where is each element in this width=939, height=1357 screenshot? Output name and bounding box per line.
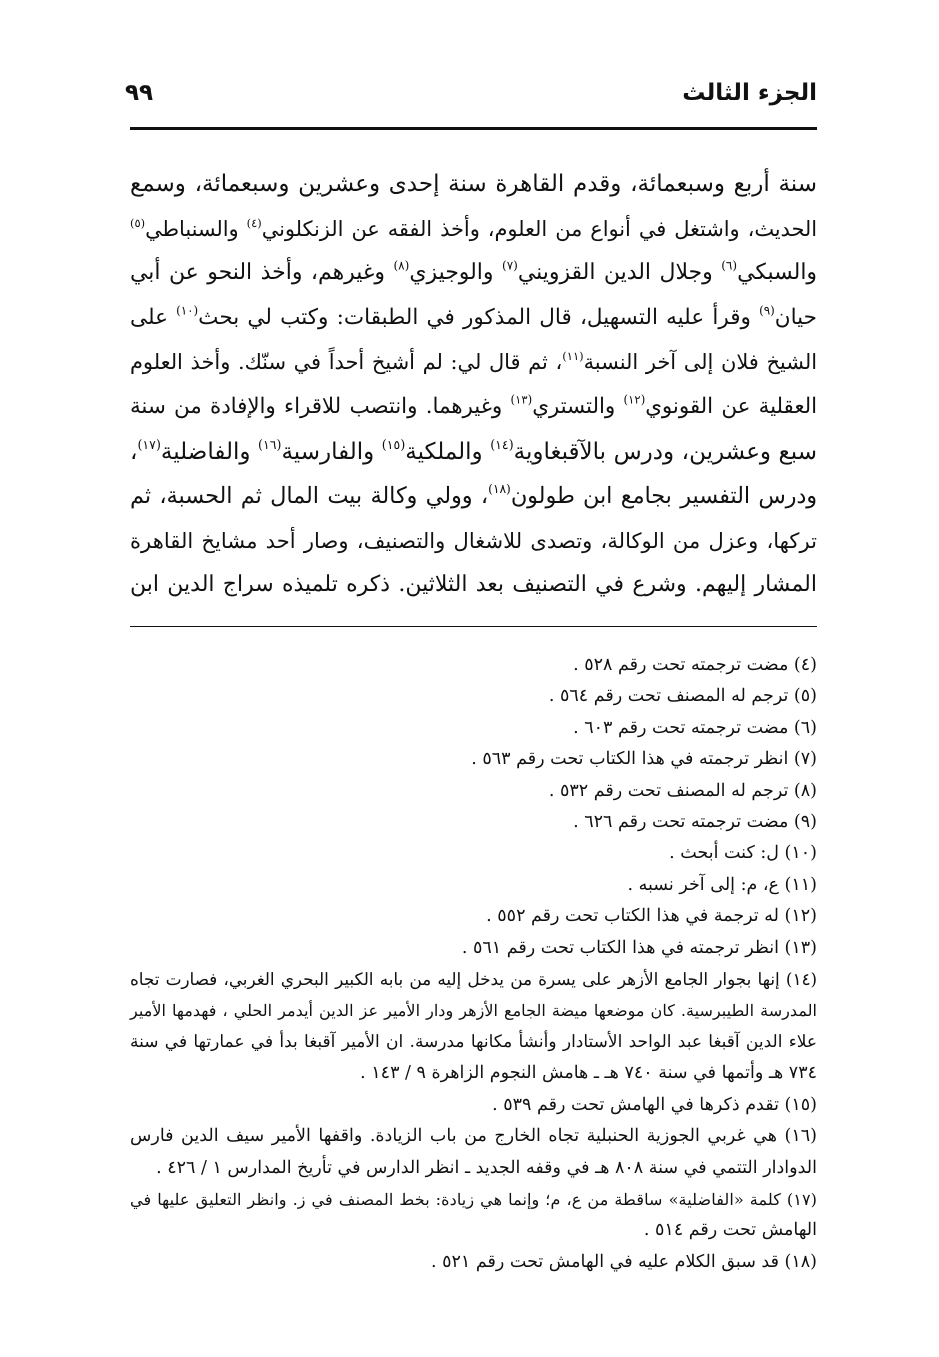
footnote-ref: (٧)	[501, 258, 518, 273]
footnote: (٦) مضت ترجمته تحت رقم ٦٠٣ .	[573, 717, 817, 738]
footnote-ref: (١٤)	[490, 436, 514, 452]
footnote: (١٣) انظر ترجمته في هذا الكتاب تحت رقم ٥٦١ .	[461, 937, 817, 958]
footnote: (١٥) تقدم ذكرها في الهامش تحت رقم ٥٣٩ .	[492, 1094, 817, 1115]
footnote-ref: (٦)	[721, 258, 738, 273]
footnote-continuation: الدوادار التتمي في سنة ٨٠٨ هـ في وقفه الجديد ـ انظر الدارس في تأريخ المدارس ١ / ٤٢٦ .	[156, 1157, 817, 1178]
footnote-ref: (٥)	[130, 215, 146, 230]
footnote-ref: (١٧)	[137, 436, 161, 452]
footnote: (١١) ع، م: إلى آخر نسبه .	[627, 874, 817, 895]
body-line: تركها، وعزل من الوكالة، وتصدى للاشغال والتصنيف، وصار أحد مشايخ القاهرة	[130, 527, 817, 553]
footnote-ref: (١٨)	[488, 482, 511, 497]
body-line: المشار إليهم. وشرع في التصنيف بعد الثلاثين. ذكره تلميذه سراج الدين ابن	[130, 572, 817, 598]
footnote: (١٢) له ترجمة في هذا الكتاب تحت رقم ٥٥٢ .	[486, 906, 817, 927]
body-line: حيان$^{(٩)}$ وقرأ عليه التسهيل، قال المذكور في الطبقات: وكتب لي بحث$^{(١٠)}$ على	[130, 303, 817, 330]
footnote-ref: (١٢)	[623, 392, 646, 407]
body-line: سبع وعشرين، ودرس بالآقبغاوية$^{(١٤)}$ والملكية$^{(١٥)}$ والفارسية$^{(١٦)}$ والفاضلية$^{(١٧)}$،	[130, 436, 817, 465]
footnote-continuation: علاء الدين آقبغا عبد الواحد الأستادار وأنشأ مكانها مدرسة. ان الأمير آقبغا بدأ في عمارتها في سنة	[130, 1031, 817, 1052]
footnote-ref: (١٥)	[381, 436, 406, 452]
running-head	[125, 80, 817, 124]
footnote: (٧) انظر ترجمته في هذا الكتاب تحت رقم ٥٦٣ .	[471, 749, 817, 770]
footnote-ref: (١١)	[562, 349, 584, 364]
footnote-continuation: الهامش تحت رقم ٥١٤ .	[643, 1220, 817, 1241]
footnote: (١٤) إنها بجوار الجامع الأزهر على يسرة من يدخل إليه من بابه الكبير البحري الغربي، فصارت تجاه	[130, 969, 817, 990]
footnote: (٨) ترجم له المصنف تحت رقم ٥٣٢ .	[548, 780, 817, 801]
footnote-ref: (٨)	[393, 258, 410, 273]
footnote-ref: (٤)	[246, 215, 262, 230]
body-line: العقلية عن القونوي$^{(١٢)}$ والتستري$^{(١٣)}$ وغيرهما. وانتصب للاقراء والإفادة من سنة	[130, 392, 817, 419]
body-line: الحديث، واشتغل في أنواع من العلوم، وأخذ الفقه عن الزنكلوني$^{(٤)}$ والسنباطي$^{(٥)}$	[130, 215, 817, 241]
footnote-continuation: ٧٣٤ هـ وأتمها في سنة ٧٤٠ هـ ـ هامش النجوم الزاهرة ٩ / ١٤٣ .	[360, 1063, 817, 1084]
footnote-ref: (١٦)	[258, 436, 282, 452]
footnote: (١٧) كلمة «الفاضلية» ساقطة من ع، م؛ وإنما هي زيادة: بخط المصنف في ز. وانظر التعليق عليها في	[130, 1189, 817, 1209]
running-title: الجزء الثالث	[682, 80, 817, 106]
body-line: والسبكي$^{(٦)}$ وجلال الدين القزويني$^{(٧)}$ والوجيزي$^{(٨)}$ وغيرهم، وأخذ النحو عن أبي	[130, 258, 817, 286]
footnotes	[130, 650, 817, 1278]
body-line: سنة أربع وسبعمائة، وقدم القاهرة سنة إحدى وعشرين وسبعمائة، وسمع	[130, 171, 817, 197]
footnote: (٩) مضت ترجمته تحت رقم ٦٢٦ .	[573, 812, 817, 833]
page-number: ٩٩	[125, 80, 154, 106]
footnote-ref: (١٠)	[176, 303, 199, 318]
body-line: الشيخ فلان إلى آخر النسبة$^{(١١)}$، ثم قال لي: لم أشيخ أحداً في سنّك. وأخذ العلوم	[130, 349, 817, 375]
footnote-rule	[130, 626, 817, 627]
footnote: (١٠) ل: كنت أبحث .	[669, 843, 817, 864]
footnote: (١٨) قد سبق الكلام عليه في الهامش تحت رقم ٥٢١ .	[430, 1251, 817, 1272]
footnote-ref: (١٣)	[510, 392, 533, 407]
main-text	[130, 162, 817, 608]
footnote-continuation: المدرسة الطيبرسية. كان موضعها ميضة الجامع الأزهر ودار الأمير عز الدين أيدمر الحلي ، فهدمها الأمير	[130, 1001, 817, 1021]
header-rule	[130, 127, 817, 130]
footnote-ref: (٩)	[759, 303, 775, 318]
footnote: (٥) ترجم له المصنف تحت رقم ٥٦٤ .	[548, 686, 817, 707]
body-line: ودرس التفسير بجامع ابن طولون$^{(١٨)}$، وولي وكالة بيت المال ثم الحسبة، ثم	[130, 482, 817, 510]
footnote: (٤) مضت ترجمته تحت رقم ٥٢٨ .	[573, 655, 817, 675]
footnote: (١٦) هي غربي الجوزية الحنبلية تجاه الخارج من باب الزيادة. واقفها الأمير سيف الدين فارس	[130, 1126, 817, 1147]
